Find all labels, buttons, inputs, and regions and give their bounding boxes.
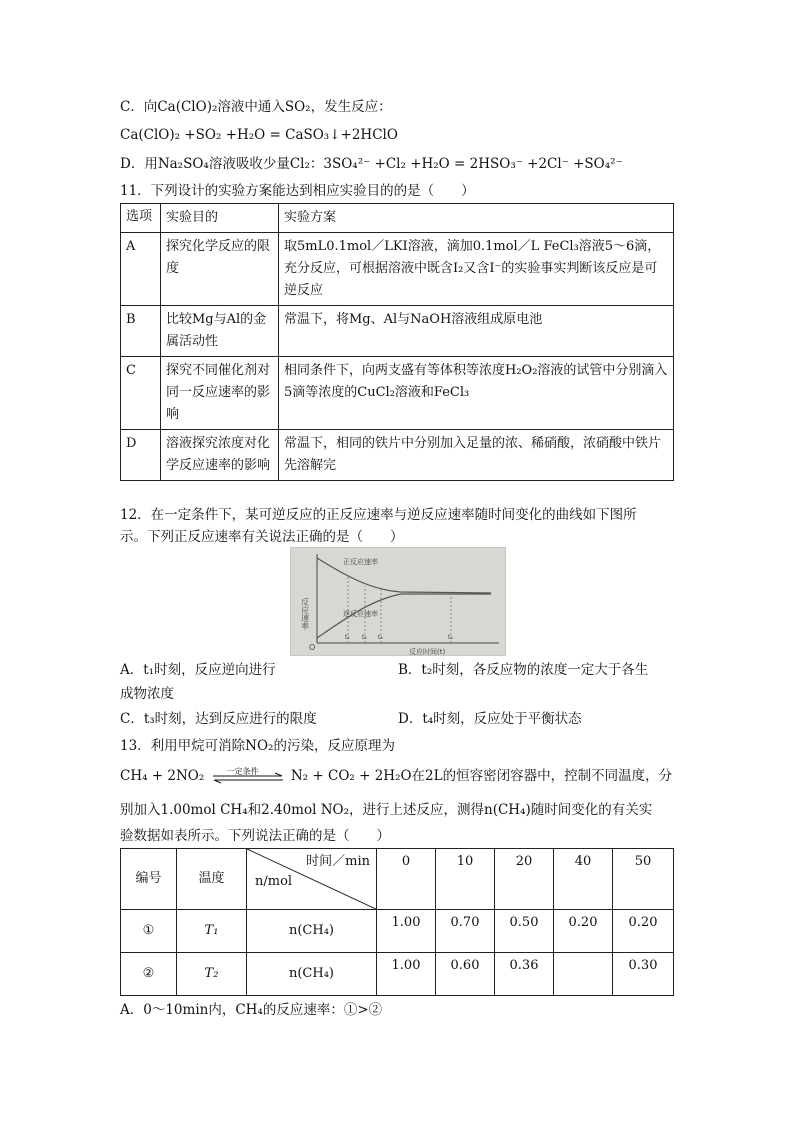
header-amount-label: n/mol <box>255 874 293 889</box>
question-12-line1: 12．在一定条件下，某可逆反应的正反应速率与逆反应速率随时间变化的曲线如下图所 <box>120 507 637 523</box>
row-value: 0.36 <box>495 953 554 996</box>
q12-option-c: C．t₃时刻，达到反应进行的限度 <box>120 711 317 727</box>
q12-option-b-line2: 成物浓度 <box>120 686 174 702</box>
header-option: 选项 <box>121 204 161 233</box>
row-goal: 探究化学反应的限度 <box>161 233 279 306</box>
question-13-equation <box>120 766 672 786</box>
question-13-line4: 验数据如表所示。下列说法正确的是（ ） <box>120 828 390 844</box>
row-option: B <box>121 306 161 357</box>
header-time-20: 20 <box>495 849 554 910</box>
row-value: 0.20 <box>554 910 613 953</box>
origin-label: O <box>309 643 316 652</box>
question-13-line1: 13．利用甲烷可消除NO₂的污染，反应原理为 <box>120 738 395 754</box>
option-c-equation: Ca(ClO)₂ +SO₂ +H₂O = CaSO₃↓+2HClO <box>120 127 398 143</box>
row-quantity: n(CH₄) <box>247 910 377 953</box>
header-diagonal-cell <box>247 849 377 910</box>
table-row <box>121 357 674 430</box>
q12-option-b-line1: B．t₂时刻，各反应物的浓度一定大于各生 <box>398 662 649 678</box>
row-number: ① <box>121 910 177 953</box>
row-plan: 常温下，相同的铁片中分别加入足量的浓、稀硝酸，浓硝酸中铁片先溶解完 <box>279 430 674 481</box>
row-quantity: n(CH₄) <box>247 953 377 996</box>
row-plan: 取5mL0.1mol／LKI溶液，滴加0.1mol／L FeCl₃溶液5～6滴，充分反应，可根据溶液中既含I₂又含I⁻的实验事实判断该反应是可逆反应 <box>279 233 674 306</box>
row-temperature: T₂ <box>177 953 247 996</box>
rate-time-figure <box>290 547 506 656</box>
table-header-row <box>121 849 674 910</box>
table-row <box>121 910 674 953</box>
y-axis-label: 反应速率 <box>300 598 310 630</box>
table-q13 <box>120 848 674 996</box>
equilibrium-arrow-icon <box>211 772 285 786</box>
header-time-40: 40 <box>554 849 613 910</box>
equation-right: N₂ + CO₂ + 2H₂O在2L的恒容密闭容器中，控制不同温度，分 <box>290 768 673 784</box>
question-12-line2: 示。下列正反应速率有关说法正确的是（ ） <box>120 529 404 545</box>
header-goal: 实验目的 <box>161 204 279 233</box>
header-time-label: 时间／min <box>306 854 370 869</box>
header-plan: 实验方案 <box>279 204 674 233</box>
table-row <box>121 430 674 481</box>
q12-option-a: A．t₁时刻，反应逆向进行 <box>120 662 276 678</box>
header-time-10: 10 <box>436 849 495 910</box>
equation-left: CH₄ + 2NO₂ <box>120 768 205 784</box>
header-time-0: 0 <box>377 849 436 910</box>
row-plan: 常温下，将Mg、Al与NaOH溶液组成原电池 <box>279 306 674 357</box>
tick-t4: t₄ <box>448 634 453 641</box>
header-time-50: 50 <box>613 849 674 910</box>
row-value: 1.00 <box>377 953 436 996</box>
row-plan: 相同条件下，向两支盛有等体积等浓度H₂O₂溶液的试管中分别滴入5滴等浓度的CuCl₂溶液和FeCl₃ <box>279 357 674 430</box>
tick-t3: t₃ <box>378 634 383 641</box>
table-row <box>121 233 674 306</box>
table-header-row <box>121 204 674 233</box>
row-goal: 探究不同催化剂对同一反应速率的影响 <box>161 357 279 430</box>
row-option: C <box>121 357 161 430</box>
header-temperature: 温度 <box>177 849 247 910</box>
row-goal: 比较Mg与Al的金属活动性 <box>161 306 279 357</box>
row-value <box>554 953 613 996</box>
row-value: 0.30 <box>613 953 674 996</box>
option-d: D．用Na₂SO₄溶液吸收少量Cl₂：3SO₄²⁻ +Cl₂ +H₂O = 2HSO₃⁻ +2Cl⁻ +SO₄²⁻ <box>120 156 623 172</box>
table-row <box>121 953 674 996</box>
q13-option-a: A．0～10min内，CH₄的反应速率：①>② <box>120 1002 383 1018</box>
tick-t1: t₁ <box>345 634 350 641</box>
option-c-line1: C．向Ca(ClO)₂溶液中通入SO₂，发生反应： <box>120 99 392 115</box>
header-number: 编号 <box>121 849 177 910</box>
row-value: 0.60 <box>436 953 495 996</box>
rate-time-graph <box>291 548 505 655</box>
row-option: D <box>121 430 161 481</box>
reaction-condition: 一定条件 <box>226 766 259 776</box>
x-axis-label: 反应时间(t) <box>409 648 446 655</box>
row-value: 0.50 <box>495 910 554 953</box>
row-value: 0.20 <box>613 910 674 953</box>
reversible-arrow <box>211 766 285 784</box>
row-temperature: T₁ <box>177 910 247 953</box>
row-goal: 溶液探究浓度对化学反应速率的影响 <box>161 430 279 481</box>
table-q11 <box>120 203 674 481</box>
question-13-line3: 别加入1.00mol CH₄和2.40mol NO₂，进行上述反应，测得n(CH₄)随时间变化的有关实 <box>120 802 653 818</box>
table-row <box>121 306 674 357</box>
row-value: 1.00 <box>377 910 436 953</box>
tick-t2: t₂ <box>362 634 367 641</box>
forward-rate-label: 正反应速率 <box>343 558 378 566</box>
row-option: A <box>121 233 161 306</box>
reverse-rate-label: 逆反应速率 <box>343 610 378 618</box>
row-value: 0.70 <box>436 910 495 953</box>
q12-option-d: D．t₄时刻，反应处于平衡状态 <box>398 711 582 727</box>
question-11: 11．下列设计的实验方案能达到相应实验目的的是（ ） <box>120 183 475 199</box>
row-number: ② <box>121 953 177 996</box>
